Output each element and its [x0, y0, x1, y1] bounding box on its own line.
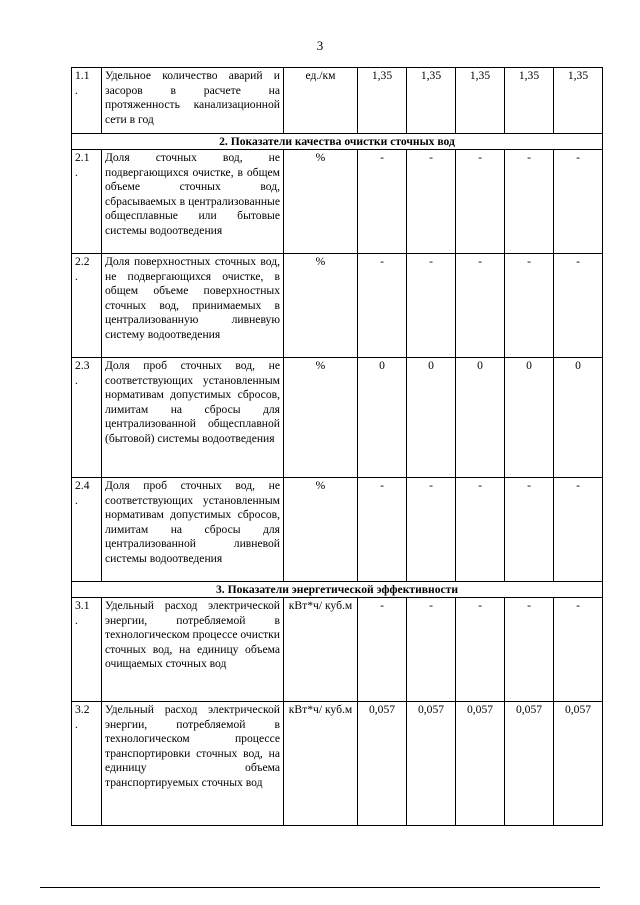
- table-row: [72, 478, 603, 582]
- indicator-description: Удельное количество аварий и засоров в расчете на протяженность канализационной сети в год: [102, 68, 284, 134]
- table-row: [72, 150, 603, 254]
- row-number: 1.1 .: [72, 68, 102, 134]
- value-cell: -: [456, 150, 505, 254]
- value-cell: -: [407, 150, 456, 254]
- unit-cell: %: [284, 254, 358, 358]
- value-cell: -: [505, 478, 554, 582]
- value-cell: 0: [456, 358, 505, 478]
- value-cell: -: [505, 254, 554, 358]
- table-row: [72, 358, 603, 478]
- value-cell: 0,057: [554, 702, 603, 826]
- value-cell: -: [554, 478, 603, 582]
- value-cell: 1,35: [358, 68, 407, 134]
- table-row: [72, 68, 603, 134]
- value-cell: 0,057: [505, 702, 554, 826]
- value-cell: 0: [358, 358, 407, 478]
- indicator-description: Доля проб сточных вод, не соответствующих установленным нормативам допустимых сбросов, лимитам на сбросы для централизованной ливневой системы водоотведения: [102, 478, 284, 582]
- value-cell: -: [554, 254, 603, 358]
- value-cell: 1,35: [407, 68, 456, 134]
- row-number: 2.4 .: [72, 478, 102, 582]
- indicators-table: [71, 67, 603, 826]
- indicator-description: Доля сточных вод, не подвергающихся очистке, в общем объеме сточных вод, сбрасываемых в централизованные общесплавные или бытовые системы водоотведения: [102, 150, 284, 254]
- value-cell: -: [358, 150, 407, 254]
- section-header-row: [72, 134, 603, 150]
- value-cell: 0,057: [407, 702, 456, 826]
- row-number: 3.2 .: [72, 702, 102, 826]
- value-cell: -: [456, 478, 505, 582]
- indicator-description: Доля поверхностных сточных вод, не подвергающихся очистке, в общем объеме поверхностных сточных вод, принимаемых в централизованную ливневую систему водоотведения: [102, 254, 284, 358]
- unit-cell: ед./км: [284, 68, 358, 134]
- value-cell: -: [358, 254, 407, 358]
- value-cell: -: [554, 598, 603, 702]
- table-row: [72, 702, 603, 826]
- value-cell: -: [505, 150, 554, 254]
- value-cell: -: [505, 598, 554, 702]
- row-number: 3.1 .: [72, 598, 102, 702]
- bottom-rule: [40, 887, 600, 888]
- value-cell: -: [456, 254, 505, 358]
- row-number: 2.3 .: [72, 358, 102, 478]
- value-cell: 0,057: [456, 702, 505, 826]
- value-cell: -: [358, 598, 407, 702]
- value-cell: -: [407, 254, 456, 358]
- unit-cell: кВт*ч/ куб.м: [284, 702, 358, 826]
- indicator-description: Удельный расход электрической энергии, потребляемой в технологическом процессе транспортировки сточных вод, на единицу объема транспортируемых сточных вод: [102, 702, 284, 826]
- value-cell: 1,35: [456, 68, 505, 134]
- value-cell: 0: [554, 358, 603, 478]
- unit-cell: %: [284, 150, 358, 254]
- value-cell: -: [554, 150, 603, 254]
- value-cell: -: [407, 598, 456, 702]
- unit-cell: %: [284, 358, 358, 478]
- section-header-row: [72, 582, 603, 598]
- unit-cell: %: [284, 478, 358, 582]
- value-cell: 0,057: [358, 702, 407, 826]
- indicator-description: Удельный расход электрической энергии, потребляемой в технологическом процессе очистки сточных вод, на единицу объема очищаемых сточных вод: [102, 598, 284, 702]
- table-row: [72, 598, 603, 702]
- row-number: 2.1 .: [72, 150, 102, 254]
- value-cell: -: [358, 478, 407, 582]
- value-cell: -: [456, 598, 505, 702]
- value-cell: 1,35: [554, 68, 603, 134]
- section-title: 2. Показатели качества очистки сточных вод: [72, 134, 603, 150]
- value-cell: 1,35: [505, 68, 554, 134]
- page-number: 3: [316, 38, 324, 53]
- value-cell: 0: [505, 358, 554, 478]
- row-number: 2.2 .: [72, 254, 102, 358]
- section-title: 3. Показатели энергетической эффективности: [72, 582, 603, 598]
- unit-cell: кВт*ч/ куб.м: [284, 598, 358, 702]
- table-row: [72, 254, 603, 358]
- indicator-description: Доля проб сточных вод, не соответствующих установленным нормативам допустимых сбросов, лимитам на сбросы для централизованной общесплавной (бытовой) системы водоотведения: [102, 358, 284, 478]
- value-cell: 0: [407, 358, 456, 478]
- value-cell: -: [407, 478, 456, 582]
